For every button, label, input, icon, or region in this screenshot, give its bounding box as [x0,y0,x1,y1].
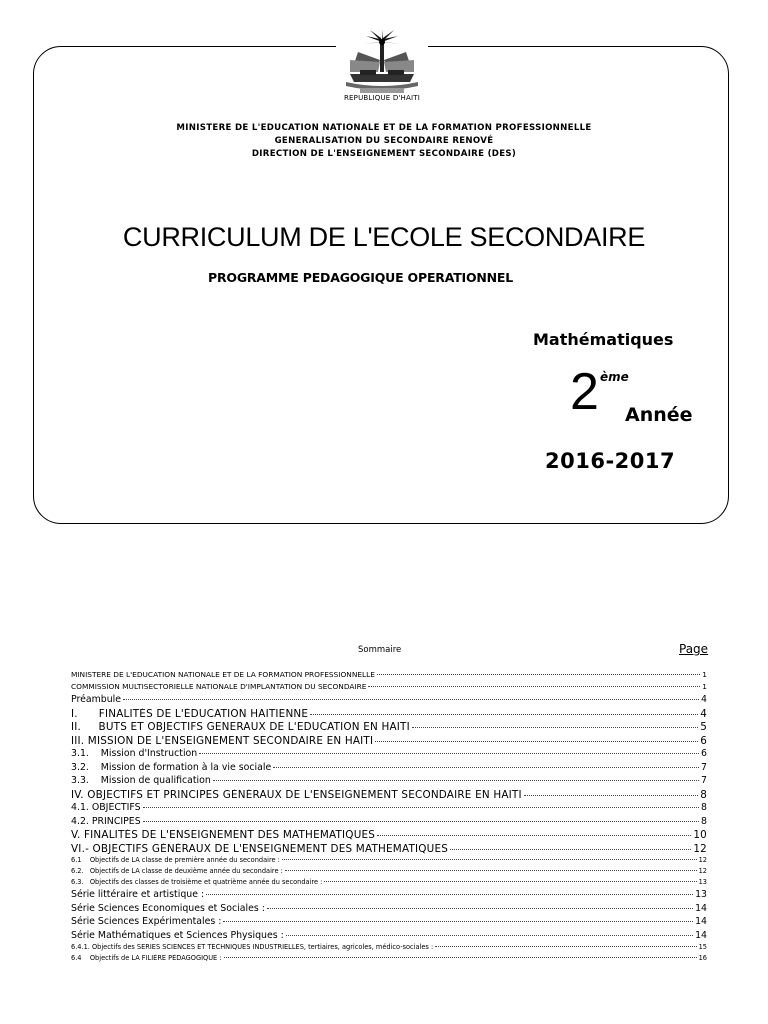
toc-entry-page: 8 [701,802,707,813]
toc-entry-label: Série littéraire et artistique : [71,889,205,900]
document-title: CURRICULUM DE L'ECOLE SECONDAIRE [122,222,646,252]
dot-leader [267,908,693,909]
toc-entry-label: MINISTERE DE L'EDUCATION NATIONALE ET DE LA FORMATION PROFESSIONNELLE [71,670,375,679]
dot-leader [224,957,697,958]
toc-entry-label: IV. OBJECTIFS ET PRINCIPES GÉNÉRAUX DE L'ENSEIGNEMENT SECONDAIRE EN HAITI [71,788,522,801]
dot-leader [368,686,700,687]
toc-entry[interactable] [71,694,707,708]
dot-leader [375,741,698,742]
document-subtitle: PROGRAMME PEDAGOGIQUE OPERATIONNEL [208,270,514,285]
toc-page-header: Page [679,642,709,656]
toc-entry-page: 12 [693,842,707,855]
toc-entry-label: Série Sciences Expérimentales : [71,916,222,927]
toc-entry[interactable] [71,735,707,749]
subject-label: Mathématiques [533,330,674,349]
toc-entry-page: 4 [701,694,707,705]
toc-entry-label: I. FINALITÉS DE L'ÉDUCATION HAITIENNE [71,707,309,720]
grade-word: Année [625,404,693,426]
toc-entry[interactable] [71,843,707,857]
toc-entry-label: 6.2. Objectifs de LA classe de deuxième année du secondaire : [71,867,283,875]
dot-leader [123,699,699,700]
toc-entry[interactable] [71,670,707,682]
toc-entry[interactable] [71,708,707,722]
toc-entry-page: 14 [695,929,707,941]
toc-entry[interactable] [71,721,707,735]
grade-suffix: ème [600,370,629,384]
dot-leader [223,921,693,922]
dot-leader [143,821,699,822]
toc-entry[interactable] [71,682,707,694]
dot-leader [377,674,700,675]
toc-entry-label: III. MISSION DE L'ENSEIGNEMENT SECONDAIRE EN HAITI [71,734,374,747]
toc-entry-page: 14 [695,902,707,914]
grade-number: 2 [570,363,599,421]
toc-entry-label: 3.1. Mission d'Instruction [71,748,198,759]
ministry-line: MINISTERE DE L'EDUCATION NATIONALE ET DE LA FORMATION PROFESSIONNELLE [176,123,592,133]
toc-entry[interactable] [71,943,707,954]
toc-entry[interactable] [71,762,707,776]
toc-entry[interactable] [71,802,707,816]
toc-entry[interactable] [71,789,707,803]
dot-leader [273,767,699,768]
toc-entry-page: 15 [698,943,707,951]
toc-entry-page: 6 [700,734,707,747]
toc-entry-label: 6.4 Objectifs de LA FILIÈRE PÉDAGOGIQUE : [71,954,222,962]
toc-entry-page: 8 [700,788,707,801]
toc-entry-page: 5 [700,721,707,733]
toc-entry[interactable] [71,916,707,930]
toc-entry-label: Série Sciences Economiques et Sociales : [71,902,265,914]
toc-entry-page: 10 [693,829,707,841]
toc-entry-label: 6.1 Objectifs de LA classe de première année du secondaire : [71,856,280,864]
toc-entry[interactable] [71,748,707,762]
toc-title: Sommaire [358,645,402,655]
table-of-contents [71,670,707,965]
dot-leader [377,835,691,836]
toc-entry-label: VI.- OBJECTIFS GÉNÉRAUX DE L'ENSEIGNEMENT DES MATHEMATIQUES [71,842,449,855]
dot-leader [213,780,699,781]
dot-leader [412,727,698,728]
toc-entry[interactable] [71,856,707,867]
dot-leader [310,714,698,715]
toc-entry[interactable] [71,829,707,843]
toc-entry-label: V. FINALITÉS DE L'ENSEIGNEMENT DES MATHEMATIQUES [71,829,376,841]
toc-entry[interactable] [71,903,707,917]
toc-entry-label: 4.1. OBJECTIFS [71,802,141,813]
dot-leader [524,795,698,796]
toc-entry-page: 7 [701,761,707,773]
toc-entry-label: COMMISSION MULTISECTORIELLE NATIONALE D'IMPLANTATION DU SECONDAIRE [71,682,367,691]
toc-entry-page: 1 [702,682,707,691]
toc-entry-page: 14 [695,916,707,927]
toc-entry-label: II. BUTS ET OBJECTIFS GENERAUX DE L'EDUCATION EN HAITI [71,721,410,733]
toc-entry-label: 3.3. Mission de qualification [71,775,211,786]
dot-leader [285,870,697,871]
toc-entry-page: 8 [701,815,707,827]
dot-leader [435,946,696,947]
toc-entry-page: 1 [702,670,707,679]
toc-entry-label: 4.2. PRINCIPES [71,815,141,827]
toc-entry-label: 6.3. Objectifs des classes de troisième et quatrième année du secondaire : [71,878,323,886]
dot-leader [324,881,696,882]
direction-line: DIRECTION DE L'ENSEIGNEMENT SECONDAIRE (DES) [251,149,517,159]
toc-entry[interactable] [71,816,707,830]
toc-entry-label: Préambule [71,694,122,705]
dot-leader [450,849,691,850]
program-line: GENERALISATION DU SECONDAIRE RENOVÉ [274,136,494,146]
toc-entry-page: 13 [695,889,707,900]
dot-leader [286,935,693,936]
toc-entry[interactable] [71,930,707,944]
toc-entry[interactable] [71,889,707,903]
toc-entry-page: 4 [700,707,707,720]
toc-entry-page: 6 [701,748,707,759]
haiti-coat-of-arms-icon [336,30,428,96]
toc-entry-page: 7 [701,775,707,786]
toc-entry-page: 12 [698,867,707,875]
dot-leader [206,894,693,895]
toc-entry[interactable] [71,867,707,878]
toc-entry-page: 16 [698,954,707,962]
toc-entry-page: 13 [698,878,707,886]
ministry-header [33,122,735,161]
dot-leader [199,753,699,754]
dot-leader [282,859,697,860]
toc-entry[interactable] [71,954,707,965]
toc-entry-label: 6.4.1. Objectifs des SERIES SCIENCES ET TECHNIQUES INDUSTRIELLES, tertiaires, agricoles, médico-sociales : [71,943,434,951]
toc-entry-label: Série Mathématiques et Sciences Physiques : [71,929,284,941]
republic-label: REPUBLIQUE D'HAITI [343,94,421,102]
school-year: 2016-2017 [545,449,676,473]
toc-entry-label: 3.2. Mission de formation à la vie sociale [71,761,272,773]
toc-entry-page: 12 [698,856,707,864]
toc-entry[interactable] [71,775,707,789]
dot-leader [143,807,699,808]
toc-entry[interactable] [71,878,707,889]
